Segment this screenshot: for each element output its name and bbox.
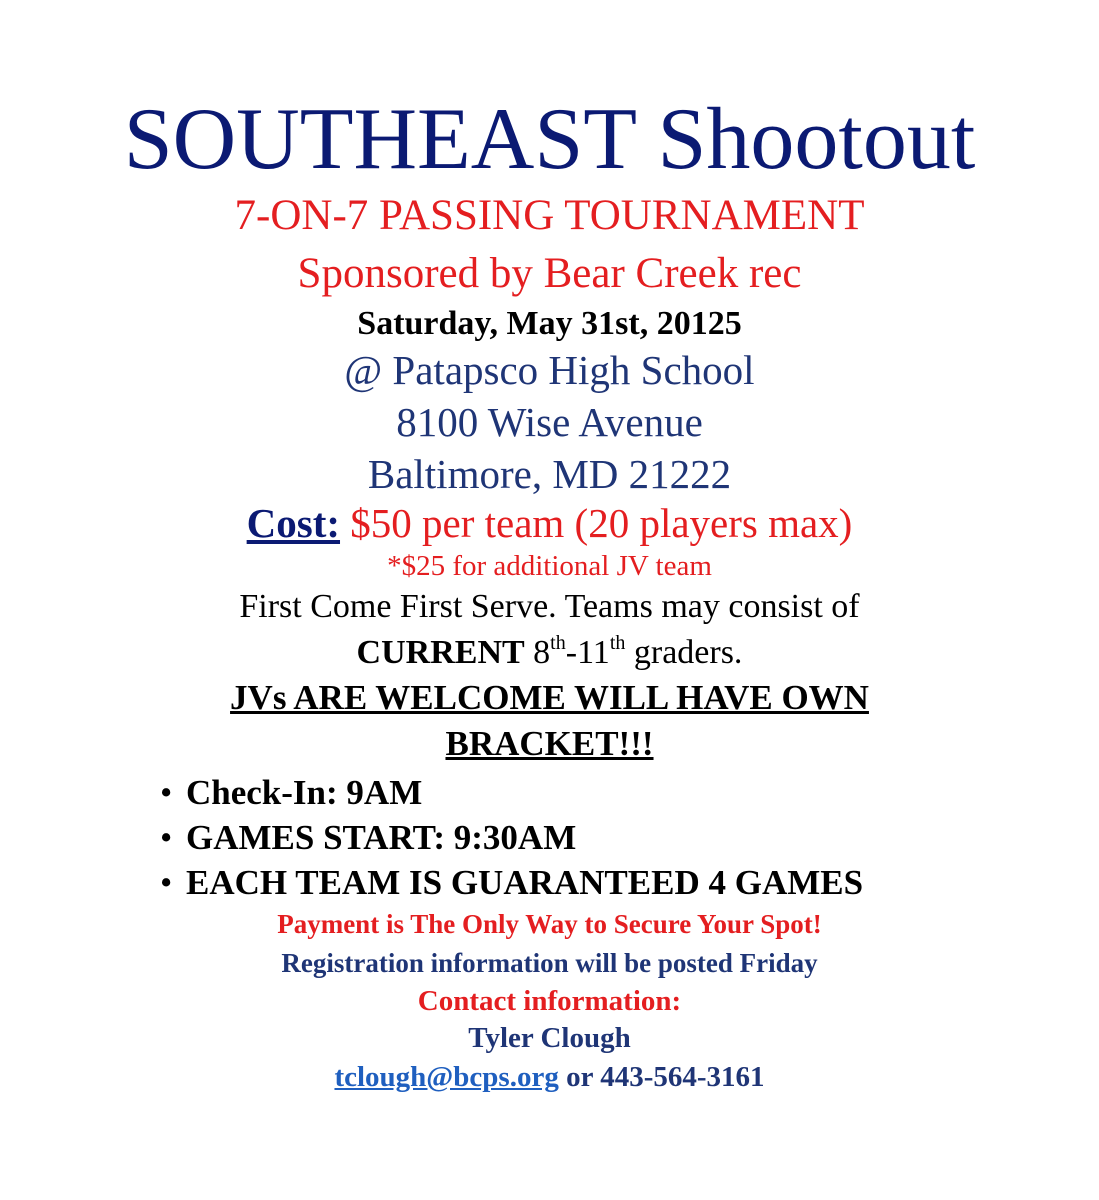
eligibility-line-1: First Come First Serve. Teams may consist of [239, 588, 860, 625]
grade-start-suffix: th [550, 632, 566, 654]
list-item [160, 860, 863, 905]
eligibility-line-2 [0, 632, 1099, 671]
tournament-subtitle: 7-ON-7 PASSING TOURNAMENT [234, 192, 865, 239]
graders-text: graders. [625, 634, 743, 671]
contact-heading: Contact information: [417, 985, 682, 1017]
cost-label: Cost: [246, 500, 341, 546]
bullet-icon: • [160, 773, 173, 812]
grade-end: 11 [577, 634, 610, 671]
jv-cost-note: *$25 for additional JV team [387, 550, 712, 582]
venue-name: @ Patapsco High School [344, 347, 755, 393]
jv-welcome-line-1: JVs ARE WELCOME WILL HAVE OWN [230, 678, 869, 717]
grade-start: 8 [533, 634, 551, 671]
cost-value: $50 per team (20 players max) [350, 500, 853, 546]
schedule-checkin: Check-In: 9AM [186, 773, 423, 812]
schedule-guarantee: EACH TEAM IS GUARANTEED 4 GAMES [186, 863, 864, 902]
contact-separator: or [558, 1061, 601, 1093]
contact-name: Tyler Clough [468, 1022, 631, 1054]
event-date: Saturday, May 31st, 20125 [357, 305, 742, 342]
schedule-list [160, 770, 863, 905]
grade-dash: - [565, 634, 578, 671]
payment-note: Payment is The Only Way to Secure Your Spot! [277, 909, 822, 939]
venue-city: Baltimore, MD 21222 [367, 451, 732, 497]
cost-line [0, 500, 1099, 546]
bullet-icon: • [160, 818, 173, 857]
sponsor-line: Sponsored by Bear Creek rec [297, 250, 802, 297]
flyer-title: SOUTHEAST Shootout [123, 91, 976, 188]
registration-note: Registration information will be posted Friday [281, 948, 818, 978]
jv-welcome-line-2: BRACKET!!! [445, 724, 654, 763]
schedule-games-start: GAMES START: 9:30AM [186, 818, 577, 857]
contact-email-link[interactable]: tclough@bcps.org [334, 1061, 559, 1093]
contact-line [0, 1063, 1099, 1092]
contact-phone: 443-564-3161 [600, 1061, 765, 1093]
bullet-icon: • [160, 863, 173, 902]
list-item [160, 770, 863, 815]
list-item [160, 815, 863, 860]
venue-street: 8100 Wise Avenue [396, 399, 703, 445]
current-emphasis: CURRENT [356, 634, 525, 671]
grade-end-suffix: th [609, 632, 626, 654]
